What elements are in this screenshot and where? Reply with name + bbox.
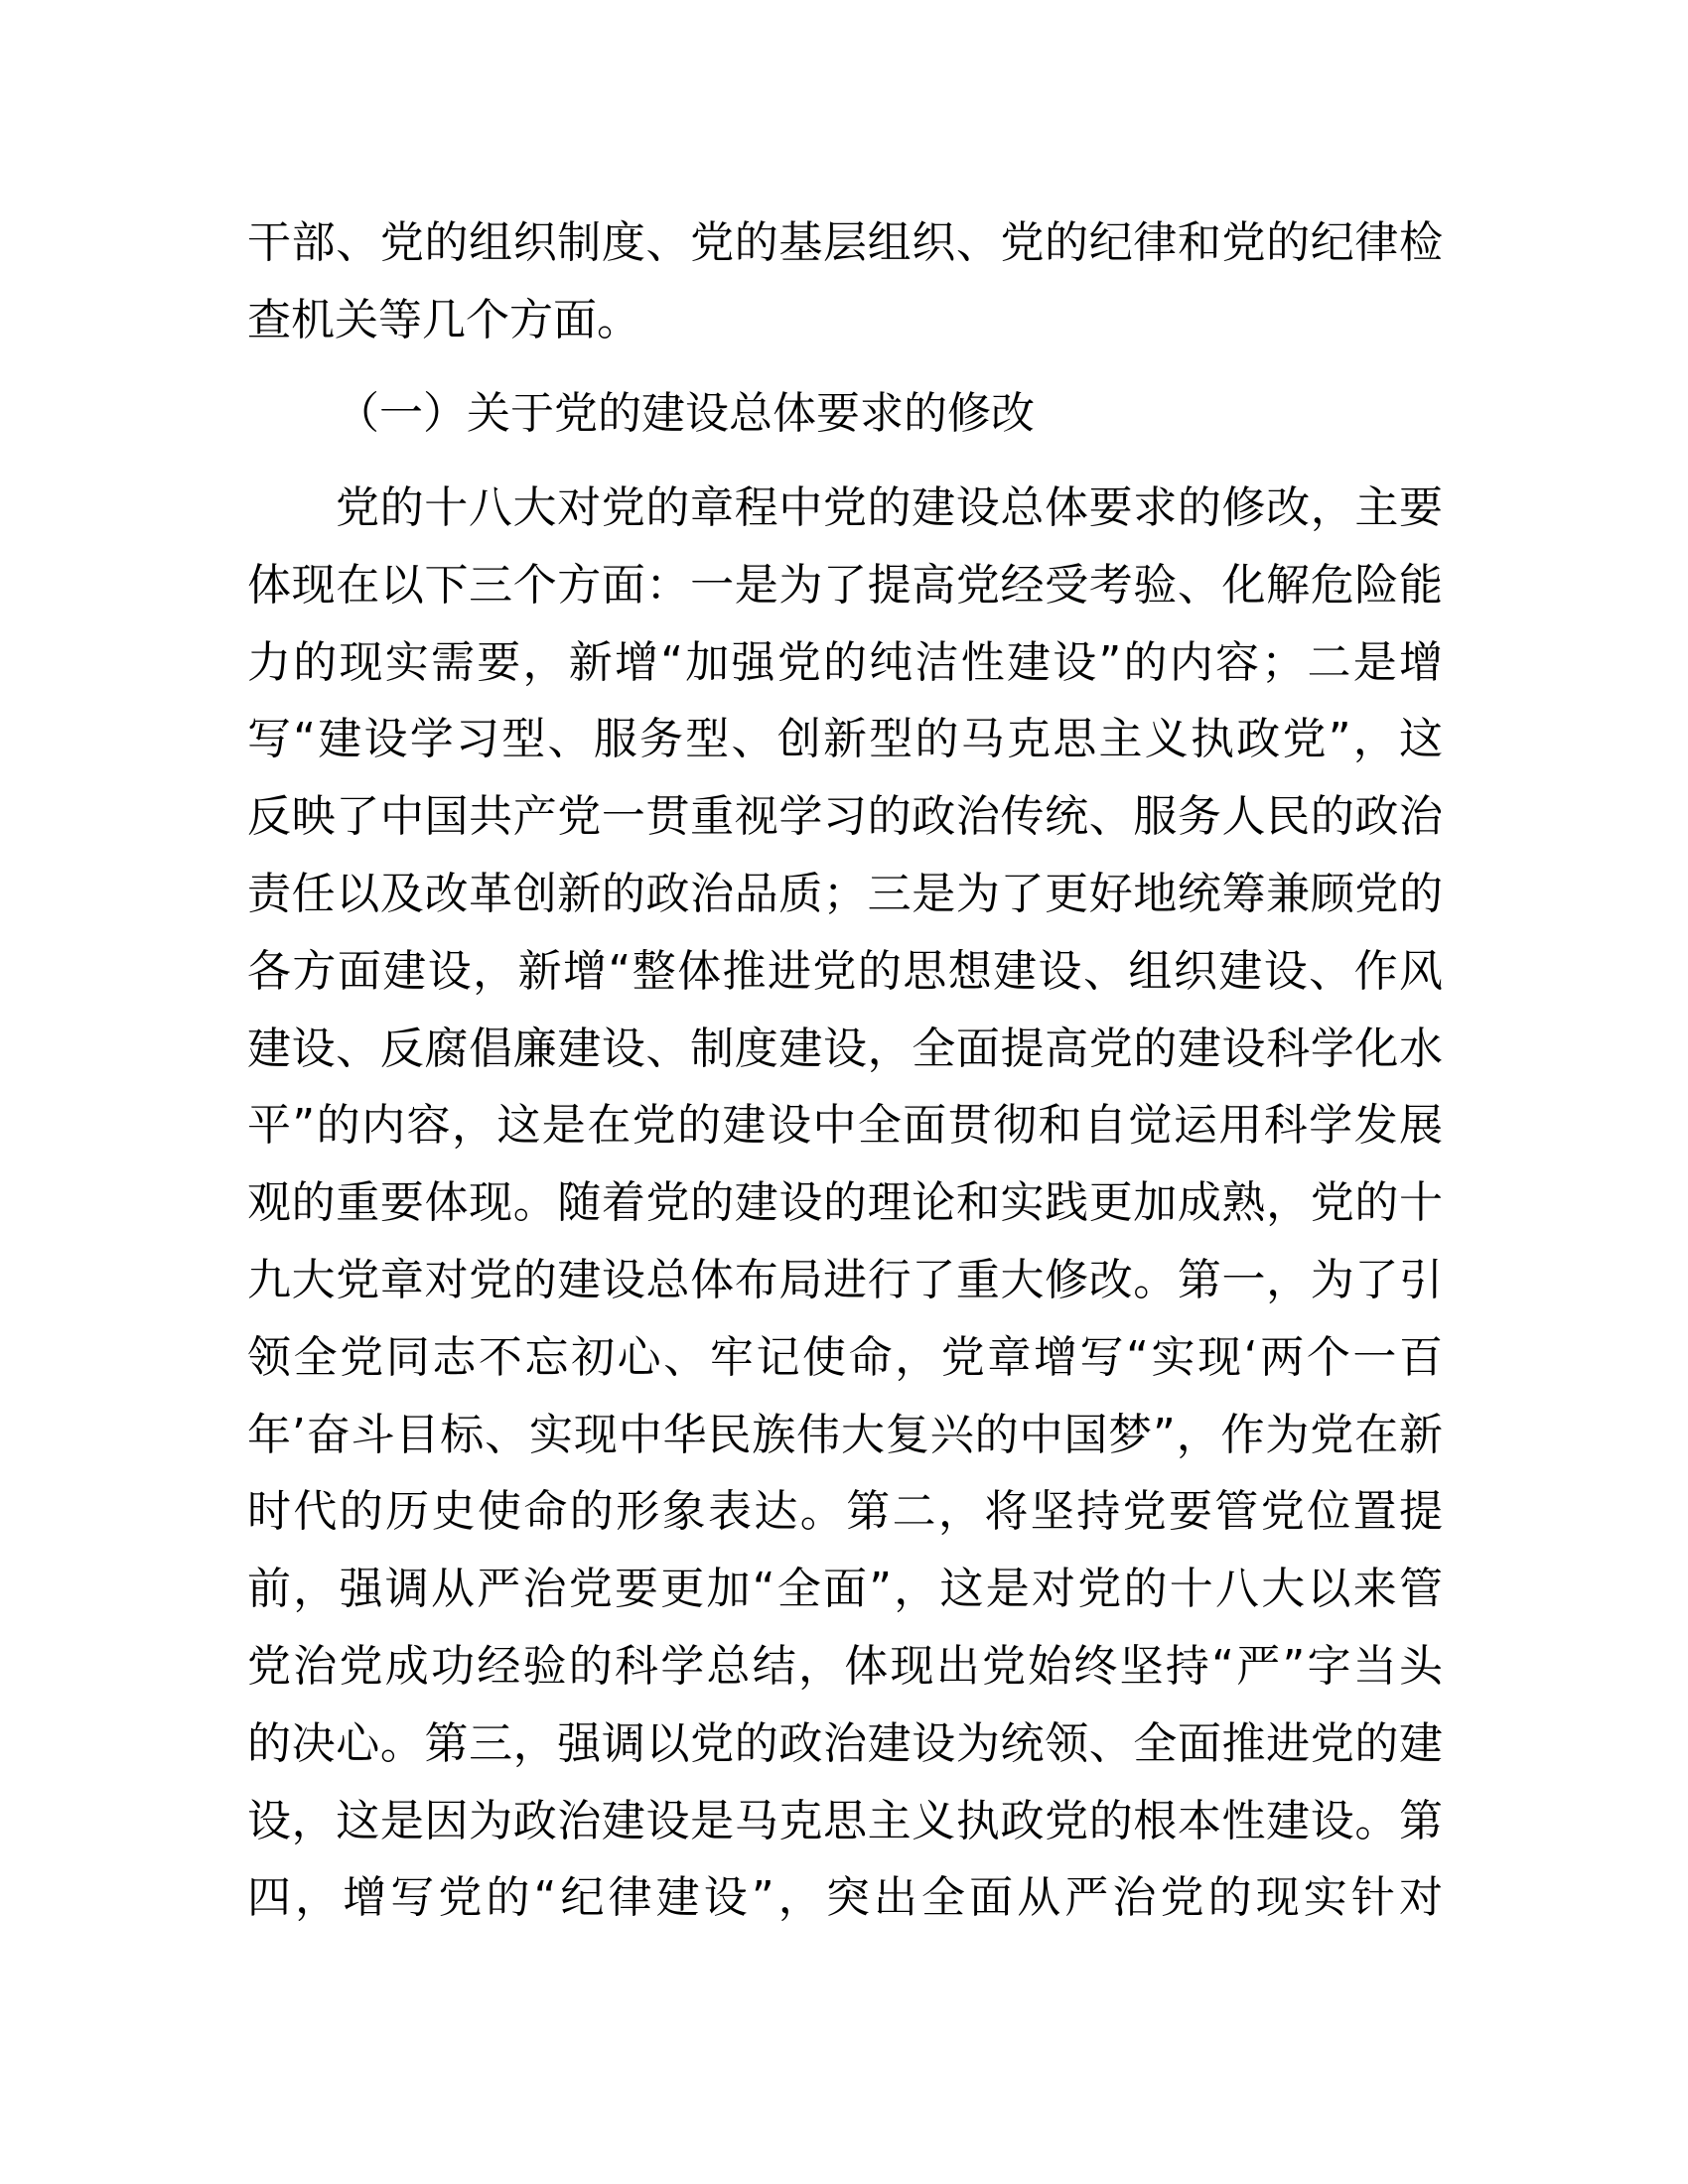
text-line: 力的现实需要，新增“加强党的纯洁性建设”的内容；二是增 xyxy=(247,636,1443,688)
text-line: 领全党同志不忘初心、牢记使命，党章增写“实现‘两个一百 xyxy=(247,1331,1443,1383)
text-line: 平”的内容，这是在党的建设中全面贯彻和自觉运用科学发展 xyxy=(247,1100,1443,1152)
text-line: 干部、党的组织制度、党的基层组织、党的纪律和党的纪律检 xyxy=(247,217,1443,268)
text-line: 查机关等几个方面。 xyxy=(247,295,640,345)
text-line: 责任以及改革创新的政治品质；三是为了更好地统筹兼顾党的 xyxy=(247,868,1443,919)
text-line: 写“建设学习型、服务型、创新型的马克思主义执政党”，这 xyxy=(247,714,1443,765)
text-line: 设，这是因为政治建设是马克思主义执政党的根本性建设。第 xyxy=(247,1795,1443,1846)
text-line: 四，增写党的“纪律建设”，突出全面从严治党的现实针对 xyxy=(247,1872,1443,1924)
text-line: 前，强调从严治党要更加“全面”，这是对党的十八大以来管 xyxy=(247,1564,1443,1615)
text-line: 党的十八大对党的章程中党的建设总体要求的修改，主要 xyxy=(336,482,1443,533)
text-line: 建设、反腐倡廉建设、制度建设，全面提高党的建设科学化水 xyxy=(247,1023,1443,1074)
text-line: 的决心。第三，强调以党的政治建设为统领、全面推进党的建 xyxy=(247,1717,1443,1769)
continued-paragraph xyxy=(247,205,1443,359)
text-line: 年’奋斗目标、实现中华民族伟大复兴的中国梦”，作为党在新 xyxy=(247,1409,1443,1460)
text-line: 各方面建设，新增“整体推进党的思想建设、组织建设、作风 xyxy=(247,945,1443,997)
text-line: 反映了中国共产党一贯重视学习的政治传统、服务人民的政治 xyxy=(247,791,1443,843)
body-paragraph xyxy=(247,470,1443,1937)
section-heading: （一）关于党的建设总体要求的修改 xyxy=(336,388,1035,439)
text-line: 九大党章对党的建设总体布局进行了重大修改。第一，为了引 xyxy=(247,1254,1443,1305)
text-line: 时代的历史使命的形象表达。第二，将坚持党要管党位置提 xyxy=(247,1486,1443,1538)
section-heading-block xyxy=(247,375,1443,453)
text-line: 观的重要体现。随着党的建设的理论和实践更加成熟，党的十 xyxy=(247,1177,1443,1229)
text-line: 党治党成功经验的科学总结，体现出党始终坚持“严”字当头 xyxy=(247,1640,1443,1692)
text-line: 体现在以下三个方面：一是为了提高党经受考验、化解危险能 xyxy=(247,559,1443,611)
